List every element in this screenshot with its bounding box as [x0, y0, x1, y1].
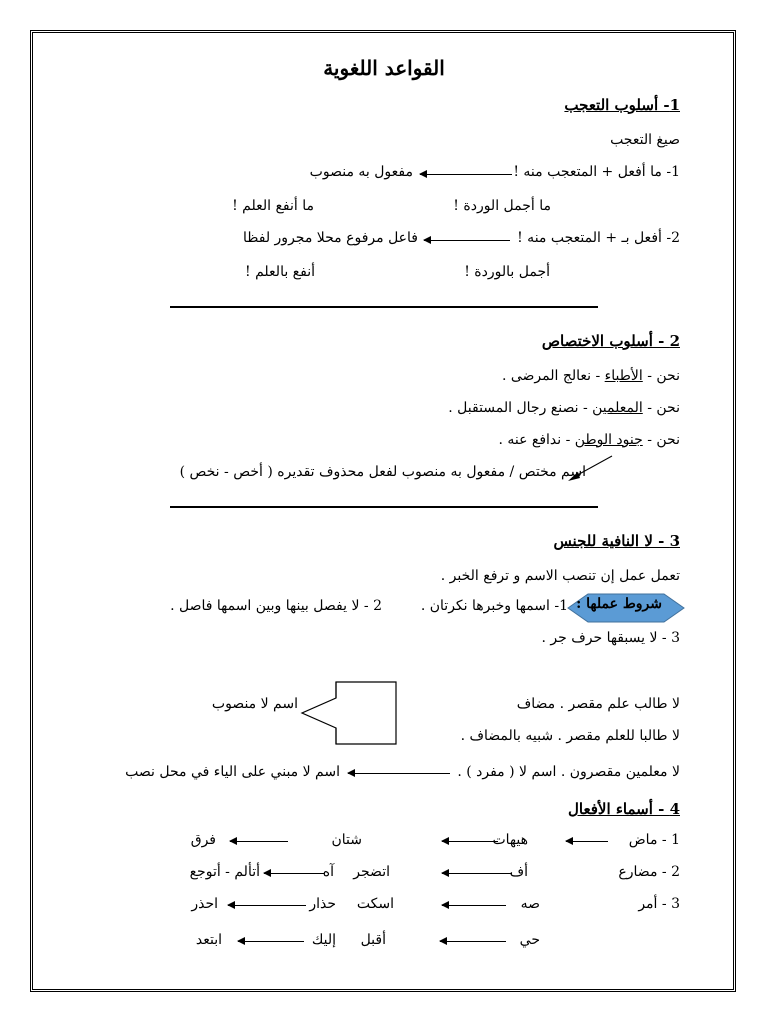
arrow-left-icon: [238, 941, 304, 942]
example-3a: لا طالب علم مقصر . مضاف: [516, 696, 680, 712]
section-4-heading: 4 - أسماء الأفعال: [568, 800, 680, 818]
example-1b: ما أنفع العلم !: [232, 198, 314, 214]
arrow-left-icon: [442, 873, 512, 874]
section-3-rule: تعمل عمل إن تنصب الاسم و ترفع الخبر .: [440, 568, 680, 584]
verb-row-2-c: أتألم - أتوجع: [189, 864, 260, 880]
section-2-heading: 2 - أسلوب الاختصاص: [541, 332, 680, 350]
arrow-left-icon: [228, 905, 306, 906]
example-3c: لا معلمين مقصرون . اسم لا ( مفرد ) .: [457, 764, 680, 780]
block-arrow-left-icon: [300, 680, 400, 746]
example-1a: ما أجمل الوردة !: [453, 198, 551, 214]
example-2b: أنفع بالعلم !: [245, 264, 315, 280]
divider: [170, 306, 598, 308]
verb-row-1-a: هيهات: [492, 832, 528, 848]
verb-row-3-label: 3 - أمر: [638, 896, 680, 912]
arrow-left-icon: [442, 841, 498, 842]
verb-row-2-label: 2 - مضارع: [618, 864, 680, 880]
divider: [170, 506, 598, 508]
example-line-1: نحن - الأطباء - نعالج المرضى .: [501, 368, 680, 384]
example-line-3: نحن - جنود الوطن - ندافع عنه .: [498, 432, 680, 448]
example-line-2: نحن - المعلمين - نصنع رجال المستقبل .: [448, 400, 680, 416]
conditions-badge: شروط عملها :: [576, 596, 662, 612]
verb-row-1-b: شتان: [331, 832, 362, 848]
formula-1: 1- ما أفعل + المتعجب منه !: [513, 164, 680, 180]
verb-row-3-a: صه: [520, 896, 540, 912]
arrow-left-icon: [264, 873, 324, 874]
arrow-left-icon: [348, 773, 450, 774]
section-1-heading: 1- أسلوب التعجب: [564, 96, 680, 114]
verb-row-3-c: احذر: [191, 896, 218, 912]
condition-1: 1- اسمها وخبرها نكرتان .: [420, 598, 568, 614]
arrow-left-icon: [440, 941, 506, 942]
example-3-result: اسم لا منصوب: [211, 696, 298, 712]
example-3c-result: اسم لا مبني على الياء في محل نصب: [125, 764, 340, 780]
formula-2: 2- أفعل بـ + المتعجب منه !: [517, 230, 680, 246]
verb-row-2-a: أف: [509, 864, 528, 880]
verb-row-2-b2: آه: [322, 864, 334, 880]
arrow-left-icon: [442, 905, 506, 906]
verb-row-1-label: 1 - ماض: [628, 832, 680, 848]
verb-row-3-b: اسكت: [356, 896, 394, 912]
condition-2: 2 - لا يفصل بينها وبين اسمها فاصل .: [170, 598, 382, 614]
verb-row-1-c: فرق: [190, 832, 216, 848]
section-2-note: اسم مختص / مفعول به منصوب لفعل محذوف تقديره ( أخص - نخص ): [179, 464, 586, 480]
verb-row-2-b: اتضجر: [353, 864, 390, 880]
verb-row-4-c: ابتعد: [195, 932, 222, 948]
section-1-subheading: صيغ التعجب: [610, 132, 680, 148]
formula-1-result: مفعول به منصوب: [309, 164, 413, 180]
page-title: القواعد اللغوية: [323, 56, 445, 80]
example-2a: أجمل بالوردة !: [464, 264, 550, 280]
section-3-heading: 3 - لا النافية للجنس: [553, 532, 680, 550]
arrow-left-icon: [566, 841, 608, 842]
formula-2-result: فاعل مرفوع محلا مجرور لفظا: [243, 230, 418, 246]
condition-3: 3 - لا يسبقها حرف جر .: [541, 630, 680, 646]
verb-row-4-b: أقبل: [360, 932, 386, 948]
arrow-left-icon: [424, 240, 510, 241]
example-3b: لا طالبا للعلم مقصر . شبيه بالمضاف .: [460, 728, 680, 744]
arrow-left-icon: [420, 174, 512, 175]
verb-row-4-b2: إليك: [311, 932, 336, 948]
verb-row-3-b2: حذار: [309, 896, 336, 912]
verb-row-4-a: حي: [519, 932, 540, 948]
arrow-left-icon: [230, 841, 288, 842]
